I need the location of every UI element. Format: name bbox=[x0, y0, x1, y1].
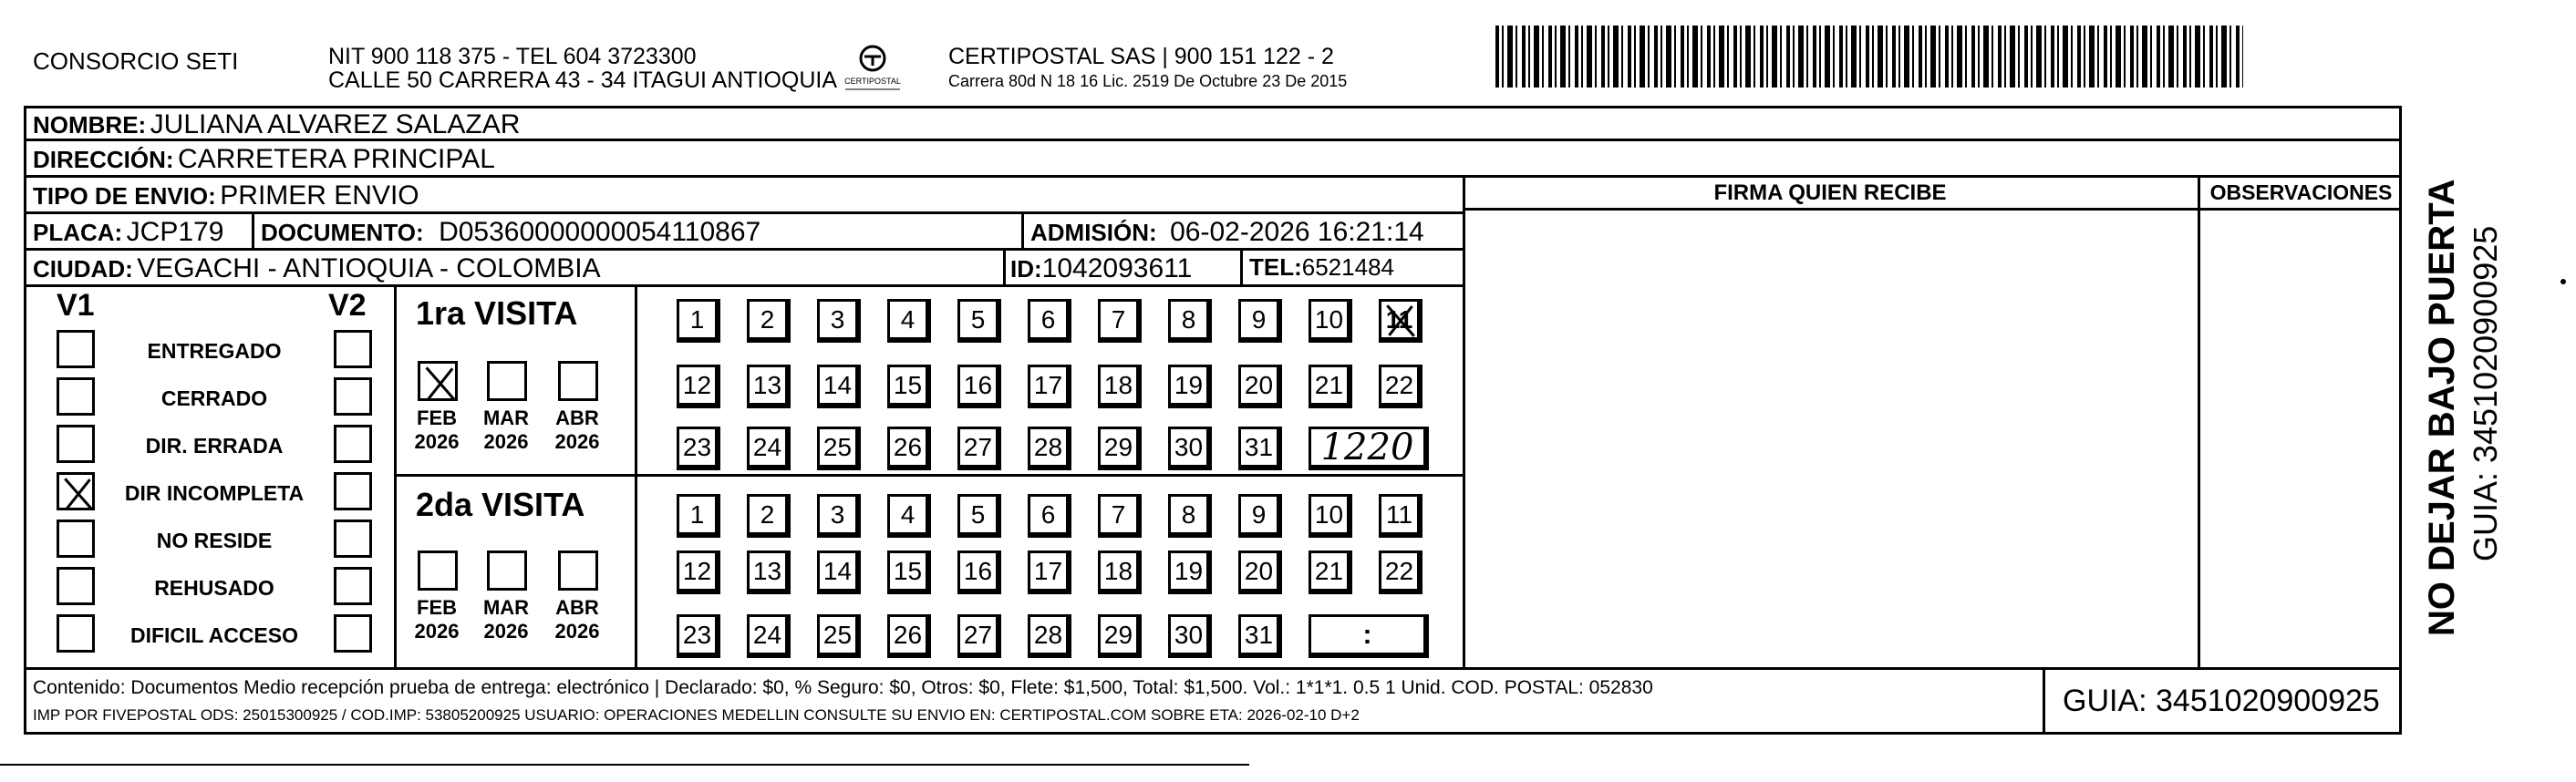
day-box[interactable] bbox=[817, 494, 861, 538]
placa-field bbox=[33, 219, 223, 246]
day-box[interactable] bbox=[1028, 299, 1071, 343]
day-box[interactable] bbox=[747, 365, 791, 408]
day-number: 1 bbox=[689, 305, 705, 334]
day-box[interactable] bbox=[677, 299, 720, 343]
tear-line bbox=[0, 764, 1249, 766]
day-box[interactable] bbox=[1098, 427, 1142, 470]
footer-guia: GUIA: 3451020900925 bbox=[2063, 684, 2380, 718]
day-box[interactable] bbox=[1379, 365, 1422, 408]
address-line: CALLE 50 CARRERA 43 - 34 ITAGUI ANTIOQUIA bbox=[328, 67, 838, 93]
day-number: 14 bbox=[822, 557, 853, 585]
day-box[interactable] bbox=[817, 299, 861, 343]
day-number: 3 bbox=[830, 305, 845, 334]
visit1-title: 1ra VISITA bbox=[416, 294, 578, 332]
month-checkbox[interactable] bbox=[487, 550, 527, 591]
day-number: 18 bbox=[1103, 557, 1133, 585]
documento-field bbox=[261, 219, 760, 246]
month-name: FEB bbox=[417, 596, 457, 619]
day-box[interactable] bbox=[1168, 494, 1212, 538]
month-checkbox[interactable] bbox=[558, 550, 598, 591]
day-number: 11 bbox=[1385, 500, 1413, 529]
v2-checkbox[interactable] bbox=[334, 472, 372, 510]
day-box[interactable] bbox=[747, 494, 791, 538]
id-label: ID: bbox=[1010, 255, 1042, 283]
day-number: 31 bbox=[1244, 621, 1274, 649]
day-box[interactable] bbox=[887, 550, 931, 594]
day-box[interactable] bbox=[1168, 550, 1212, 594]
admision-label: ADMISIÓN: bbox=[1030, 219, 1157, 246]
day-number: 6 bbox=[1040, 305, 1056, 334]
v1-checkbox[interactable] bbox=[57, 567, 95, 605]
month-year: 2026 bbox=[554, 620, 600, 643]
day-number: 12 bbox=[682, 557, 712, 585]
day-number: 23 bbox=[682, 433, 712, 461]
v2-checkbox[interactable] bbox=[334, 614, 372, 653]
svg-text:CERTIPOSTAL: CERTIPOSTAL bbox=[844, 77, 901, 86]
day-number: 26 bbox=[893, 433, 923, 461]
day-number: 16 bbox=[963, 557, 993, 585]
placa-value: JCP179 bbox=[126, 217, 224, 247]
month-year: 2026 bbox=[483, 430, 529, 453]
day-number: 14 bbox=[822, 371, 853, 399]
day-box[interactable] bbox=[677, 494, 720, 538]
day-number: 12 bbox=[682, 371, 712, 399]
day-box[interactable] bbox=[747, 550, 791, 594]
day-box[interactable] bbox=[747, 614, 791, 658]
day-number: 11 bbox=[1385, 305, 1413, 334]
nombre-value: JULIANA ALVAREZ SALAZAR bbox=[150, 109, 521, 139]
day-box[interactable] bbox=[1309, 365, 1352, 408]
admision-value: 06-02-2026 16:21:14 bbox=[1170, 217, 1424, 247]
day-number: 25 bbox=[822, 433, 853, 461]
month-year: 2026 bbox=[414, 430, 460, 453]
ciudad-field bbox=[33, 255, 601, 283]
day-box[interactable] bbox=[1168, 427, 1212, 470]
v2-checkbox[interactable] bbox=[334, 425, 372, 463]
day-number: 30 bbox=[1174, 433, 1204, 461]
direccion-row bbox=[33, 146, 495, 173]
day-box[interactable] bbox=[957, 427, 1001, 470]
month-name: ABR bbox=[555, 406, 599, 429]
day-box[interactable] bbox=[677, 550, 720, 594]
day-box[interactable] bbox=[887, 494, 931, 538]
status-label: CERRADO bbox=[160, 386, 268, 410]
certipostal-line: CERTIPOSTAL SAS | 900 151 122 - 2 bbox=[948, 44, 1334, 69]
day-box[interactable] bbox=[1238, 614, 1282, 658]
day-box[interactable] bbox=[817, 365, 861, 408]
day-box[interactable] bbox=[957, 299, 1001, 343]
day-number: 7 bbox=[1111, 305, 1126, 334]
v1-checkbox[interactable] bbox=[57, 614, 95, 653]
nit-line: NIT 900 118 375 - TEL 604 3723300 bbox=[328, 44, 697, 69]
day-number: 30 bbox=[1174, 621, 1204, 649]
day-number: 4 bbox=[900, 305, 916, 334]
direccion-label: DIRECCIÓN: bbox=[33, 146, 174, 173]
status-label: ENTREGADO bbox=[147, 339, 282, 363]
day-number: 3 bbox=[830, 500, 845, 529]
documento-label: DOCUMENTO: bbox=[261, 219, 424, 246]
v1-checkbox[interactable] bbox=[57, 425, 95, 463]
tipo-label: TIPO DE ENVIO: bbox=[33, 182, 216, 210]
month-name: ABR bbox=[555, 596, 599, 619]
day-box[interactable] bbox=[1028, 365, 1071, 408]
side-no-dejar: NO DEJAR BAJO PUERTA bbox=[2422, 179, 2462, 636]
day-number: 6 bbox=[1040, 500, 1056, 529]
ciudad-label: CIUDAD: bbox=[33, 255, 133, 283]
tipo-value: PRIMER ENVIO bbox=[220, 180, 419, 211]
day-number: 22 bbox=[1384, 371, 1414, 399]
day-number: 20 bbox=[1244, 371, 1274, 399]
day-box[interactable] bbox=[817, 427, 861, 470]
day-box[interactable] bbox=[1028, 550, 1071, 594]
day-box[interactable] bbox=[1238, 494, 1282, 538]
day-number: 1 bbox=[689, 500, 705, 529]
day-number: 29 bbox=[1103, 433, 1133, 461]
tel-field bbox=[1249, 255, 1394, 279]
day-number: 10 bbox=[1314, 500, 1344, 529]
day-box[interactable] bbox=[1028, 494, 1071, 538]
day-box[interactable] bbox=[957, 550, 1001, 594]
tel-value: 6521484 bbox=[1301, 253, 1394, 281]
admision-field bbox=[1030, 219, 1424, 246]
id-value: 1042093611 bbox=[1041, 253, 1193, 283]
month-name: MAR bbox=[482, 406, 530, 429]
time-field[interactable]: : bbox=[1309, 614, 1429, 658]
month-checkbox[interactable] bbox=[418, 550, 458, 591]
v1-checkbox[interactable] bbox=[57, 377, 95, 416]
day-box[interactable] bbox=[1098, 365, 1142, 408]
handwritten-check-icon bbox=[1381, 302, 1420, 340]
day-number: 7 bbox=[1111, 500, 1126, 529]
barcode bbox=[1495, 26, 2243, 87]
day-number: 24 bbox=[752, 433, 782, 461]
day-number: 17 bbox=[1033, 557, 1063, 585]
day-number: 29 bbox=[1103, 621, 1133, 649]
day-box[interactable] bbox=[1238, 427, 1282, 470]
ciudad-value: VEGACHI - ANTIOQUIA - COLOMBIA bbox=[137, 253, 601, 283]
day-number: 9 bbox=[1251, 500, 1267, 529]
day-box[interactable] bbox=[887, 365, 931, 408]
month-year: 2026 bbox=[483, 620, 529, 643]
day-box[interactable] bbox=[1238, 299, 1282, 343]
status-label: DIR. ERRADA bbox=[145, 434, 284, 458]
month-name: FEB bbox=[417, 406, 457, 429]
day-number: 24 bbox=[752, 621, 782, 649]
time-field[interactable]: 1220 bbox=[1309, 427, 1429, 470]
day-number: 26 bbox=[893, 621, 923, 649]
day-number: 19 bbox=[1174, 371, 1204, 399]
day-box[interactable] bbox=[887, 614, 931, 658]
status-label: REHUSADO bbox=[154, 576, 274, 600]
day-box[interactable] bbox=[1238, 550, 1282, 594]
day-box[interactable] bbox=[887, 299, 931, 343]
day-box[interactable] bbox=[1168, 614, 1212, 658]
day-box[interactable] bbox=[817, 550, 861, 594]
v2-checkbox[interactable] bbox=[334, 567, 372, 605]
day-number: 9 bbox=[1251, 305, 1267, 334]
observaciones-header: OBSERVACIONES bbox=[2209, 180, 2393, 204]
day-number: 21 bbox=[1314, 371, 1344, 399]
id-field bbox=[1010, 255, 1192, 283]
day-number: 16 bbox=[963, 371, 993, 399]
day-number: 31 bbox=[1244, 433, 1274, 461]
day-box[interactable] bbox=[1238, 365, 1282, 408]
day-box[interactable] bbox=[747, 299, 791, 343]
day-number: 8 bbox=[1181, 500, 1196, 529]
day-box[interactable] bbox=[957, 365, 1001, 408]
day-number: 22 bbox=[1384, 557, 1414, 585]
v1-checkbox[interactable] bbox=[57, 330, 95, 368]
day-number: 15 bbox=[893, 557, 923, 585]
license-line: Carrera 80d N 18 16 Lic. 2519 De Octubre 23 De 2015 bbox=[948, 72, 1348, 90]
day-box[interactable] bbox=[677, 365, 720, 408]
v2-header: V2 bbox=[328, 288, 367, 323]
day-box[interactable] bbox=[1168, 365, 1212, 408]
day-box[interactable] bbox=[1379, 299, 1422, 343]
day-box[interactable] bbox=[1028, 614, 1071, 658]
nombre-label: NOMBRE: bbox=[33, 111, 147, 139]
v1-checkbox[interactable] bbox=[57, 520, 95, 558]
day-box[interactable] bbox=[817, 614, 861, 658]
day-number: 15 bbox=[893, 371, 923, 399]
handwritten-check-icon bbox=[420, 364, 460, 404]
placa-label: PLACA: bbox=[33, 219, 123, 246]
day-box[interactable] bbox=[887, 427, 931, 470]
day-box[interactable] bbox=[1309, 299, 1352, 343]
day-number: 17 bbox=[1033, 371, 1063, 399]
side-guia: GUIA: 3451020900925 bbox=[2467, 225, 2504, 561]
day-number: 19 bbox=[1174, 557, 1204, 585]
day-number: 13 bbox=[752, 371, 782, 399]
v2-checkbox[interactable] bbox=[334, 330, 372, 368]
day-number: 2 bbox=[760, 305, 775, 334]
day-number: 5 bbox=[970, 500, 986, 529]
day-number: 23 bbox=[682, 621, 712, 649]
certipostal-logo bbox=[832, 42, 914, 97]
documento-value: D05360000000054110867 bbox=[439, 217, 761, 247]
day-number: 8 bbox=[1181, 305, 1196, 334]
month-label bbox=[545, 406, 609, 454]
month-year: 2026 bbox=[554, 430, 600, 453]
day-box[interactable] bbox=[1168, 299, 1212, 343]
day-number: 18 bbox=[1103, 371, 1133, 399]
day-box[interactable] bbox=[677, 427, 720, 470]
visit2-title: 2da VISITA bbox=[416, 486, 585, 523]
direccion-value: CARRETERA PRINCIPAL bbox=[178, 144, 495, 174]
footer-content-line: Contenido: Documentos Medio recepción prueba de entrega: electrónico | Declarado: $0, % Seguro: $0, Otros: $0, Flete: $1,500, Total: $1,500. Vol.: 1*1*1. 0.5 1 Unid. COD. POSTAL: 052830 bbox=[33, 677, 1653, 698]
month-checkbox[interactable] bbox=[558, 361, 598, 401]
day-box[interactable] bbox=[677, 614, 720, 658]
v1-header: V1 bbox=[57, 288, 95, 323]
day-number: 25 bbox=[822, 621, 853, 649]
month-label bbox=[405, 596, 469, 643]
day-number: 27 bbox=[963, 433, 993, 461]
day-number: 27 bbox=[963, 621, 993, 649]
tipo-row bbox=[33, 182, 419, 210]
day-box[interactable] bbox=[1379, 550, 1422, 594]
month-label bbox=[405, 406, 469, 454]
day-number: 10 bbox=[1314, 305, 1344, 334]
firma-header: FIRMA QUIEN RECIBE bbox=[1713, 180, 1947, 205]
day-box[interactable] bbox=[1379, 494, 1422, 538]
day-number: 2 bbox=[760, 500, 775, 529]
day-box[interactable] bbox=[957, 614, 1001, 658]
day-box[interactable] bbox=[1098, 614, 1142, 658]
day-number: 28 bbox=[1033, 433, 1063, 461]
day-box[interactable] bbox=[1309, 550, 1352, 594]
company-name: CONSORCIO SETI bbox=[33, 47, 239, 75]
status-label: DIFICIL ACCESO bbox=[129, 623, 298, 647]
status-label: NO RESIDE bbox=[156, 529, 273, 552]
v2-checkbox[interactable] bbox=[334, 377, 372, 416]
nombre-row bbox=[33, 111, 520, 139]
v2-checkbox[interactable] bbox=[334, 520, 372, 558]
day-number: 5 bbox=[970, 305, 986, 334]
footer-print-line: IMP POR FIVEPOSTAL ODS: 25015300925 / COD.IMP: 53805200925 USUARIO: OPERACIONES MEDELLIN CONSULTE SU ENVIO EN: CERTIPOSTAL.COM SOBRE ETA: 2026-02-10 D+2 bbox=[33, 706, 1360, 724]
day-box[interactable] bbox=[1098, 299, 1142, 343]
month-checkbox[interactable] bbox=[487, 361, 527, 401]
day-box[interactable] bbox=[957, 494, 1001, 538]
day-box[interactable] bbox=[1309, 494, 1352, 538]
month-label bbox=[474, 596, 538, 643]
month-year: 2026 bbox=[414, 620, 460, 643]
status-label: DIR INCOMPLETA bbox=[124, 481, 305, 505]
month-checkbox[interactable] bbox=[418, 361, 458, 401]
day-number: 13 bbox=[752, 557, 782, 585]
handwritten-check-icon bbox=[59, 475, 98, 513]
month-label bbox=[474, 406, 538, 454]
month-name: MAR bbox=[482, 596, 530, 619]
day-number: 28 bbox=[1033, 621, 1063, 649]
day-number: 20 bbox=[1244, 557, 1274, 585]
month-label bbox=[545, 596, 609, 643]
day-number: 21 bbox=[1314, 557, 1344, 585]
speck bbox=[2560, 279, 2566, 284]
side-panel bbox=[2418, 106, 2546, 643]
day-box[interactable] bbox=[1028, 427, 1071, 470]
day-number: 4 bbox=[900, 500, 916, 529]
v1-checkbox[interactable] bbox=[57, 472, 95, 510]
tel-label: TEL: bbox=[1249, 253, 1302, 281]
day-box[interactable] bbox=[1098, 550, 1142, 594]
day-box[interactable] bbox=[1098, 494, 1142, 538]
day-box[interactable] bbox=[747, 427, 791, 470]
